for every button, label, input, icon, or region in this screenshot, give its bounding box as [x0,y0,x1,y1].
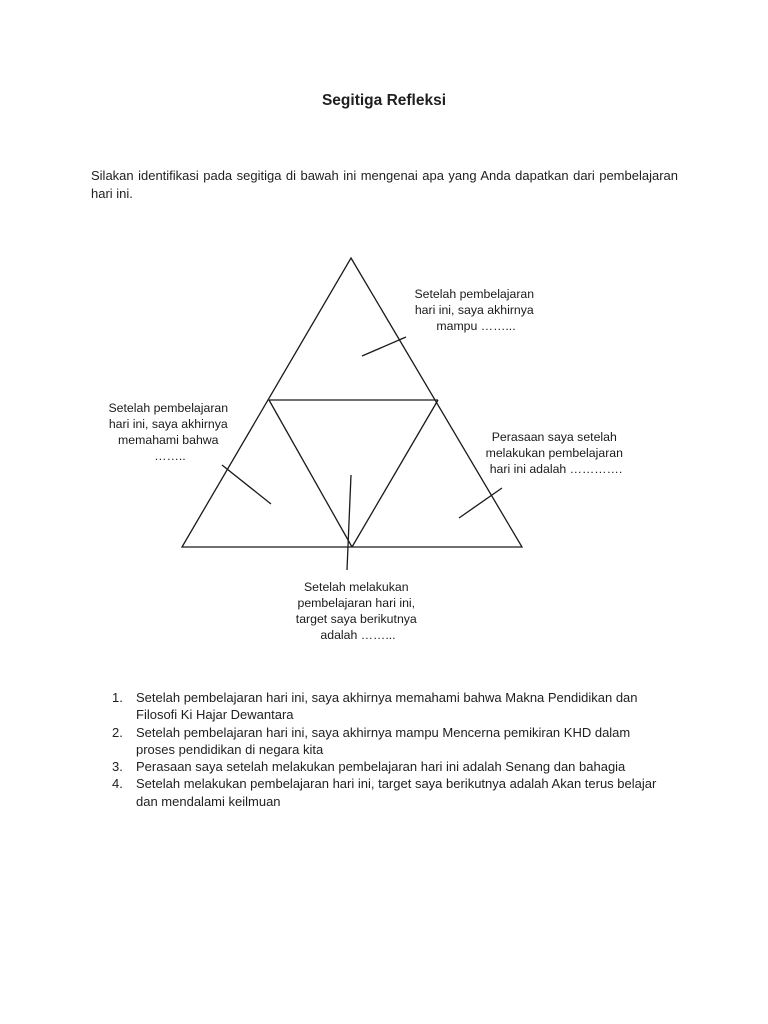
left-label-line: Setelah pembelajaran [108,401,229,415]
list-item-number: 1. [112,690,123,705]
right-label-line: hari ini adalah …………. [489,462,623,476]
left-label-line: …….. [154,449,186,463]
answer-list [108,689,668,810]
top-label-line: mampu ……... [436,319,516,333]
top-label-line: Setelah pembelajaran [414,287,535,301]
right-section-label [486,430,627,476]
bottom-label-line: pembelajaran hari ini, [297,596,416,610]
list-item [108,689,668,724]
bottom-label-line: Setelah melakukan [303,580,409,594]
top-label-line: hari ini, saya akhirnya [414,303,534,317]
inner-right-diagonal [352,400,438,547]
list-item-number: 3. [112,759,123,775]
bottom-pointer-line [347,475,351,570]
right-label-line: Perasaan saya setelah [491,430,617,444]
bottom-section-label [296,580,420,642]
inner-left-diagonal [269,400,352,547]
right-label-line: melakukan pembelajaran [485,446,623,460]
bottom-label-line: adalah ……... [320,628,396,642]
top-pointer-line [362,337,406,356]
list-item [108,758,668,775]
list-item-number: 4. [112,776,123,792]
list-item-text: Setelah pembelajaran hari ini, saya akhirnya mampu Mencerna pemikiran KHD dalam proses pendidikan di negara kita [136,724,631,757]
list-item [108,775,668,810]
left-label-line: hari ini, saya akhirnya [108,417,228,431]
list-item-text: Perasaan saya setelah melakukan pembelajaran hari ini adalah Senang dan bahagia [136,759,626,775]
list-item-text: Setelah melakukan pembelajaran hari ini, target saya berikutnya adalah Akan terus belajar dan mendalami keilmuan [136,776,657,809]
left-pointer-line [222,465,271,504]
instruction-text: Silakan identifikasi pada segitiga di bawah ini mengenai apa yang Anda dapatkan dari pembelajaran hari ini. [91,168,678,201]
left-section-label [108,401,231,463]
list-item [108,724,668,759]
list-item-number: 2. [112,724,123,740]
page-title: Segitiga Refleksi [321,92,447,109]
left-label-line: memahami bahwa [118,433,219,447]
top-section-label [414,287,537,333]
list-item-text: Setelah pembelajaran hari ini, saya akhirnya memahami bahwa Makna Pendidikan dan Filosofi Ki Hajar Dewantara [136,690,638,723]
bottom-label-line: target saya berikutnya [295,612,417,626]
outer-triangle [182,258,522,547]
